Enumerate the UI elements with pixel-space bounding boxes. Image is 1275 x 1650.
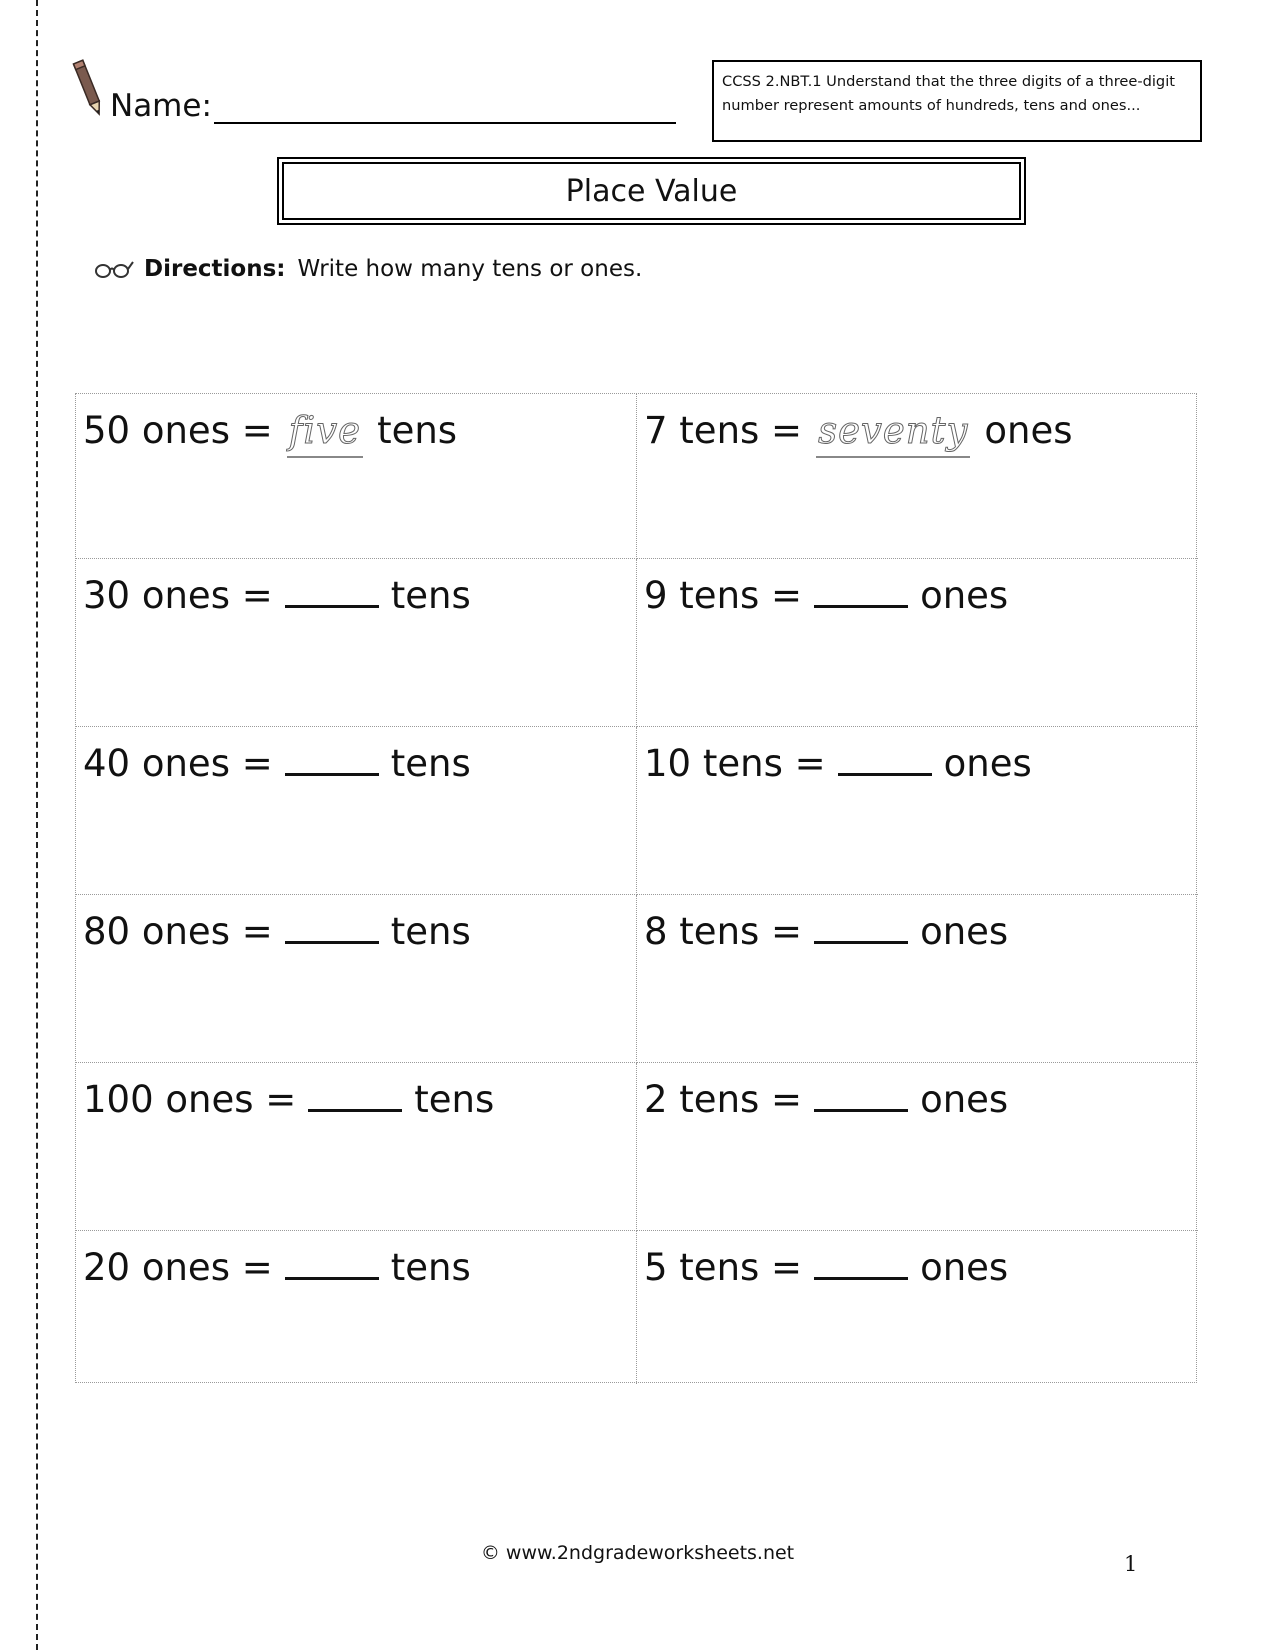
problem-cell	[637, 727, 1198, 895]
page-number: 1	[1124, 1552, 1138, 1576]
glasses-icon	[94, 258, 134, 280]
title-box	[277, 157, 1026, 225]
problem-suffix: tens	[390, 742, 471, 785]
answer-blank[interactable]	[814, 1081, 908, 1112]
problem-prefix: 50 ones =	[83, 409, 273, 452]
directions	[94, 256, 642, 282]
problem-cell	[76, 1231, 637, 1384]
name-row	[110, 88, 676, 124]
answer-blank[interactable]	[285, 1249, 379, 1280]
problem-prefix: 40 ones =	[83, 742, 273, 785]
problem-grid	[75, 393, 1197, 1383]
name-label: Name:	[110, 88, 212, 124]
problem-cell	[637, 1231, 1198, 1384]
problem-cell	[76, 727, 637, 895]
cut-line	[36, 0, 38, 1650]
problem-cell	[637, 559, 1198, 727]
problem-suffix: ones	[920, 1246, 1009, 1289]
problem-suffix: ones	[920, 574, 1009, 617]
problem-prefix: 2 tens =	[644, 1078, 803, 1121]
problem-suffix: ones	[943, 742, 1032, 785]
problem-suffix: tens	[414, 1078, 495, 1121]
problem-prefix: 20 ones =	[83, 1246, 273, 1289]
problem-cell	[76, 1063, 637, 1231]
answer-blank[interactable]	[814, 913, 908, 944]
problem-cell	[76, 394, 637, 559]
problem-prefix: 5 tens =	[644, 1246, 803, 1289]
name-field[interactable]	[214, 88, 676, 124]
answer-blank[interactable]	[838, 745, 932, 776]
answer-blank[interactable]	[308, 1081, 402, 1112]
answer-blank[interactable]	[285, 745, 379, 776]
problem-prefix: 10 tens =	[644, 742, 826, 785]
directions-text: Write how many tens or ones.	[297, 256, 643, 282]
problem-prefix: 9 tens =	[644, 574, 803, 617]
problem-prefix: 100 ones =	[83, 1078, 297, 1121]
problem-prefix: 8 tens =	[644, 910, 803, 953]
pencil-icon	[72, 58, 106, 120]
directions-label: Directions:	[144, 256, 286, 282]
answer-blank[interactable]	[814, 1249, 908, 1280]
answer-blank[interactable]	[285, 577, 379, 608]
problem-cell	[637, 1063, 1198, 1231]
problem-suffix: ones	[920, 1078, 1009, 1121]
problem-suffix: ones	[920, 910, 1009, 953]
footer-copyright: © www.2ndgradeworksheets.net	[480, 1542, 795, 1564]
page-title: Place Value	[282, 162, 1021, 220]
problem-suffix: tens	[377, 409, 458, 452]
problem-prefix: 80 ones =	[83, 910, 273, 953]
problem-cell	[637, 394, 1198, 559]
problem-cell	[637, 895, 1198, 1063]
problem-suffix: tens	[390, 574, 471, 617]
problem-suffix: tens	[390, 1246, 471, 1289]
problem-cell	[76, 559, 637, 727]
example-answer: seventy	[816, 406, 970, 458]
problem-suffix: ones	[984, 409, 1073, 452]
answer-blank[interactable]	[285, 913, 379, 944]
example-answer: five	[287, 406, 363, 458]
problem-prefix: 7 tens =	[644, 409, 803, 452]
standard-box: CCSS 2.NBT.1 Understand that the three digits of a three-digit number represent amounts of hundreds, tens and ones...	[712, 60, 1202, 142]
problem-suffix: tens	[390, 910, 471, 953]
answer-blank[interactable]	[814, 577, 908, 608]
problem-prefix: 30 ones =	[83, 574, 273, 617]
problem-cell	[76, 895, 637, 1063]
